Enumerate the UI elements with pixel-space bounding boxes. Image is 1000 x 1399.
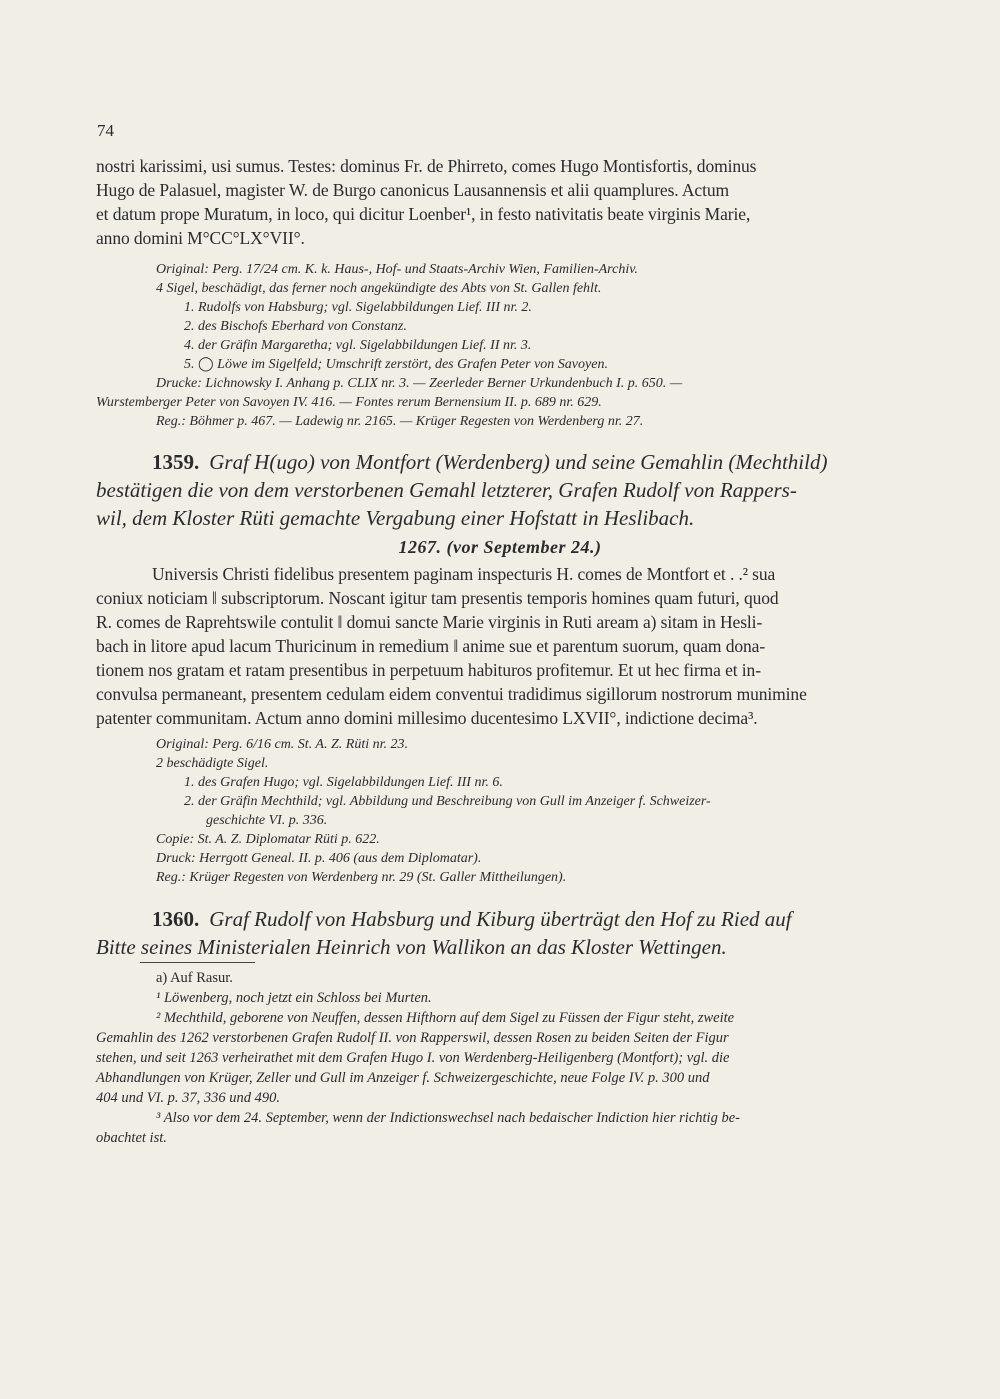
charter-text-1359 (96, 562, 918, 730)
footnote-line: stehen, und seit 1263 verheirathet mit dem Grafen Hugo I. von Werdenberg-Heiligenberg (Montfort); vgl. die (96, 1050, 730, 1066)
text-line: et datum prope Muratum, in loco, qui dicitur Loenber¹, in festo nativitatis beate virginis Marie, (96, 204, 751, 224)
heading-line: bestätigen die von dem verstorbenen Gemahl letzterer, Grafen Rudolf von Rappers- (96, 478, 797, 502)
charter-heading-1359 (96, 448, 918, 532)
heading-line: Graf Rudolf von Habsburg und Kiburg überträgt den Hof zu Ried auf (209, 907, 792, 931)
note-line: 1. Rudolfs von Habsburg; vgl. Sigelabbildungen Lief. III nr. 2. (184, 300, 532, 315)
footnote-line: Abhandlungen von Krüger, Zeller und Gull im Anzeiger f. Schweizergeschichte, neue Folge IV. p. 300 und (96, 1070, 710, 1086)
charter-heading-1360 (96, 905, 918, 961)
footnote-line: 404 und VI. p. 37, 336 und 490. (96, 1090, 281, 1106)
note-line: 2. des Bischofs Eberhard von Constanz. (184, 319, 407, 334)
note-line: 2. der Gräfin Mechthild; vgl. Abbildung und Beschreibung von Gull im Anzeiger f. Schweizer- (184, 794, 711, 809)
note-line: Reg.: Krüger Regesten von Werdenberg nr. 29 (St. Galler Mittheilungen). (156, 870, 567, 885)
page-number: 74 (97, 121, 114, 140)
text-line: tionem nos gratam et ratam presentibus in perpetuum habituros profitemur. Et ut hec firma et in- (96, 660, 761, 680)
archival-notes (96, 260, 918, 431)
text-line: coniux noticiam ‖ subscriptorum. Noscant igitur tam presentis temporis homines quam futuri, quod (96, 588, 779, 608)
note-line: 5. ◯ Löwe im Sigelfeld; Umschrift zerstört, des Grafen Peter von Savoyen. (184, 357, 608, 372)
heading-line: wil, dem Kloster Rüti gemachte Vergabung einer Hofstatt in Heslibach. (96, 506, 695, 530)
note-line: 1. des Grafen Hugo; vgl. Sigelabbildungen Lief. III nr. 6. (184, 775, 503, 790)
text-line: anno domini M°CC°LX°VII°. (96, 228, 305, 248)
footnote-line: Gemahlin des 1262 verstorbenen Grafen Rudolf II. von Rapperswil, dessen Rosen zu beiden Seiten der Figur (96, 1030, 729, 1046)
heading-line: Graf H(ugo) von Montfort (Werdenberg) und seine Gemahlin (Mechthild) (209, 450, 828, 474)
note-line: Original: Perg. 17/24 cm. K. k. Haus-, Hof- und Staats-Archiv Wien, Familien-Archiv. (156, 262, 638, 277)
note-line: Original: Perg. 6/16 cm. St. A. Z. Rüti nr. 23. (156, 737, 408, 752)
footnotes (96, 968, 918, 1148)
footnote-line: ³ Also vor dem 24. September, wenn der Indictionswechsel nach bedaischer Indiction hier richtig be- (156, 1110, 740, 1126)
text-line: nostri karissimi, usi sumus. Testes: dominus Fr. de Phirreto, comes Hugo Montisfortis, dominus (96, 156, 757, 176)
note-line: Copie: St. A. Z. Diplomatar Rüti p. 622. (156, 832, 380, 847)
text-line: bach in litore apud lacum Thuricinum in remedium ‖ anime sue et parentum suorum, quam dona- (96, 636, 766, 656)
note-line: 2 beschädigte Sigel. (156, 756, 269, 771)
text-line: Hugo de Palasuel, magister W. de Burgo canonicus Lausannensis et alii quamplures. Actum (96, 180, 730, 200)
note-line: Druck: Herrgott Geneal. II. p. 406 (aus dem Diplomatar). (156, 851, 482, 866)
charter-text-continuation (96, 154, 918, 250)
text-line: R. comes de Raprehtswile contulit ‖ domui sancte Marie virginis in Ruti aream a) sitam in Hesli- (96, 612, 763, 632)
charter-date: 1267. (vor September 24.) (398, 537, 602, 557)
note-line: 4. der Gräfin Margaretha; vgl. Sigelabbildungen Lief. II nr. 3. (184, 338, 532, 353)
note-line: 4 Sigel, beschädigt, das ferner noch angekündigte des Abts von St. Gallen fehlt. (156, 281, 602, 296)
footnote-divider (140, 962, 255, 963)
note-line: Drucke: Lichnowsky I. Anhang p. CLIX nr. 3. — Zeerleder Berner Urkundenbuch I. p. 650. — (156, 376, 683, 391)
note-line: Reg.: Böhmer p. 467. — Ladewig nr. 2165. — Krüger Regesten von Werdenberg nr. 27. (156, 414, 644, 429)
footnote-line: ² Mechthild, geborene von Neuffen, dessen Hifthorn auf dem Sigel zu Füssen der Figur steht, zweite (156, 1010, 735, 1026)
text-line: convulsa permaneant, presentem cedulam eidem conventui tradidimus sigillorum nostrorum munimine (96, 684, 807, 704)
text-line: patenter communitam. Actum anno domini millesimo ducentesimo LXVII°, indictione decima³. (96, 708, 758, 728)
text-line: Universis Christi fidelibus presentem paginam inspecturis H. comes de Montfort et . .² sua (152, 564, 776, 584)
charter-number: 1359. (152, 450, 200, 474)
note-line: geschichte VI. p. 336. (206, 813, 328, 828)
charter-number: 1360. (152, 907, 200, 931)
footnote-line: obachtet ist. (96, 1130, 167, 1146)
heading-line: Bitte seines Ministerialen Heinrich von Wallikon an das Kloster Wettingen. (96, 935, 727, 959)
footnote-line: a) Auf Rasur. (156, 970, 233, 986)
archival-notes-1359 (96, 735, 918, 887)
note-line: Wurstemberger Peter von Savoyen IV. 416. — Fontes rerum Bernensium II. p. 689 nr. 629. (96, 395, 602, 410)
footnote-line: ¹ Löwenberg, noch jetzt ein Schloss bei Murten. (156, 990, 432, 1006)
